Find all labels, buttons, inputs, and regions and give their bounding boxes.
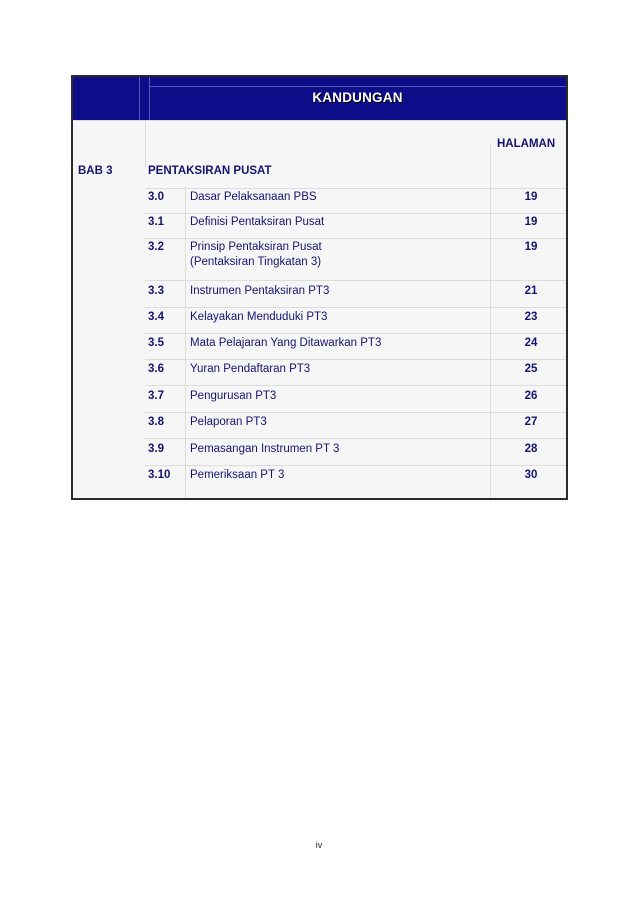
header-divider	[139, 77, 140, 120]
entry-number: 3.5	[148, 337, 164, 349]
entry-number: 3.1	[148, 216, 164, 228]
entry-title: Dasar Pelaksanaan PBS	[190, 191, 317, 203]
entry-page: 24	[524, 337, 538, 349]
entry-title: Kelayakan Menduduki PT3	[190, 311, 328, 323]
entry-title: Pelaporan PT3	[190, 416, 267, 428]
row-divider	[145, 238, 566, 239]
toc-header	[73, 77, 566, 121]
entry-title: Instrumen Pentaksiran PT3	[190, 285, 330, 297]
page-column-header: HALAMAN	[497, 138, 556, 150]
chapter-title: PENTAKSIRAN PUSAT	[148, 165, 272, 177]
table-of-contents	[71, 75, 568, 500]
entry-page: 27	[524, 416, 538, 428]
entry-number: 3.4	[148, 311, 164, 323]
entry-page: 19	[524, 241, 538, 253]
column-divider	[185, 187, 186, 498]
row-divider	[145, 213, 566, 214]
toc-title: KANDUNGAN	[312, 90, 403, 105]
entry-page: 26	[524, 390, 538, 402]
entry-title: Pemasangan Instrumen PT 3	[190, 443, 340, 455]
entry-page: 30	[524, 469, 538, 481]
entry-title: Definisi Pentaksiran Pusat	[190, 216, 325, 228]
entry-title: Prinsip Pentaksiran Pusat	[190, 241, 322, 253]
column-divider	[145, 120, 146, 167]
row-divider	[145, 280, 566, 281]
entry-number: 3.3	[148, 285, 164, 297]
entry-title: Pengurusan PT3	[190, 390, 277, 402]
row-divider	[145, 385, 566, 386]
column-divider	[490, 145, 491, 498]
header-divider	[149, 86, 566, 87]
entry-subtitle: (Pentaksiran Tingkatan 3)	[190, 256, 322, 268]
entry-page: 23	[524, 311, 538, 323]
entry-page: 19	[524, 216, 538, 228]
entry-number: 3.9	[148, 443, 164, 455]
row-divider	[145, 333, 566, 334]
page-number: iv	[315, 840, 323, 850]
entry-number: 3.6	[148, 363, 164, 375]
row-divider	[145, 307, 566, 308]
entry-page: 21	[524, 285, 538, 297]
entry-page: 25	[524, 363, 538, 375]
entry-title: Yuran Pendaftaran PT3	[190, 363, 311, 375]
entry-number: 3.7	[148, 390, 164, 402]
row-divider	[145, 465, 566, 466]
entry-number: 3.0	[148, 191, 164, 203]
entry-number: 3.2	[148, 241, 164, 253]
entry-title: Pemeriksaan PT 3	[190, 469, 285, 481]
chapter-label: BAB 3	[78, 165, 113, 177]
entry-number: 3.8	[148, 416, 164, 428]
row-divider	[145, 412, 566, 413]
entry-page: 28	[524, 443, 538, 455]
row-divider	[145, 188, 566, 189]
entry-page: 19	[524, 191, 538, 203]
entry-number: 3.10	[148, 469, 171, 481]
row-divider	[145, 359, 566, 360]
row-divider	[145, 438, 566, 439]
entry-title: Mata Pelajaran Yang Ditawarkan PT3	[190, 337, 382, 349]
